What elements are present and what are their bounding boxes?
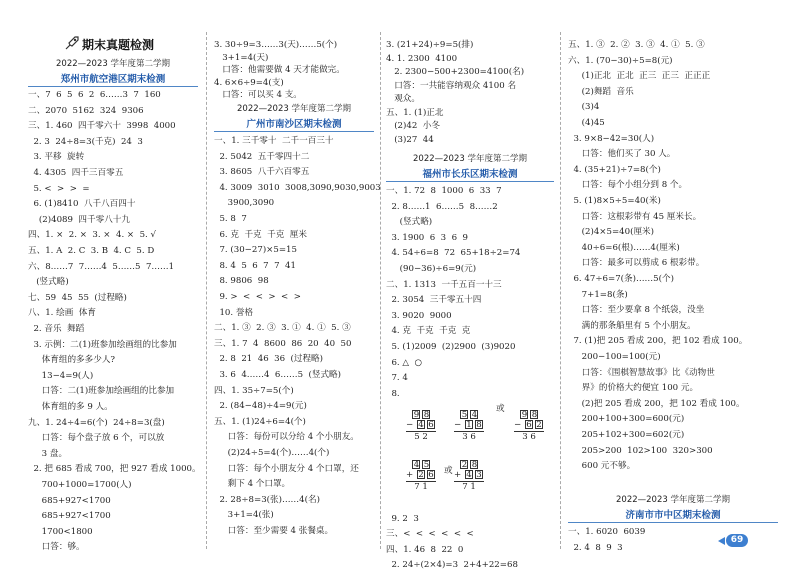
answer-line: 五、1. (1)24÷6=4(个) xyxy=(214,416,306,427)
answer-line: 3. 9×8−42=30(人) xyxy=(568,133,655,144)
answer-line: 口答：这根彩带有 45 厘米长。 xyxy=(568,211,702,222)
answer-line: (2)24÷5=4(个)……4(个) xyxy=(214,448,330,458)
answer-line: 3. 平移 旋转 xyxy=(28,152,85,163)
section-year: 2022—2023 学年度第二学期 xyxy=(616,495,730,505)
section-year: 2022—2023 学年度第二学期 xyxy=(56,59,170,69)
answer-column-1 xyxy=(28,40,201,553)
answer-line: (2)4×5=40(厘米) xyxy=(568,227,654,238)
digit-box: 8 xyxy=(471,460,478,470)
answer-line: 2. 24÷(2×4)=3 2+4+22=68 xyxy=(386,560,518,570)
answer-line: 7+1=8(条) xyxy=(568,289,628,300)
digit-box: 4 xyxy=(418,420,424,430)
answer-line: 9. > < < > < > xyxy=(214,292,301,302)
digit-box: 5 xyxy=(423,460,430,470)
answer-line: 2. 2300−500+2300=4100(名) xyxy=(386,67,525,77)
answer-line: 600 元不够。 xyxy=(568,461,636,472)
answer-line: 685+927<1700 xyxy=(28,495,111,506)
answer-line: 700+1000=1700(人) xyxy=(28,480,132,490)
answer-line: 4. 4305 四千三百零五 xyxy=(28,168,124,178)
page-arrow-icon xyxy=(718,537,725,545)
answer-line: 体育组的多多少人? xyxy=(28,355,116,366)
answer-line: 口答：可以买 4 支。 xyxy=(214,90,302,100)
answer-line: 六、1. (70−30)÷5=8(元) xyxy=(568,55,673,66)
digit-box: 3 xyxy=(476,470,482,480)
answer-line: 3. 8605 八千六百零五 xyxy=(214,167,310,178)
answer-line: 3+1=4(天) xyxy=(214,52,269,63)
answer-line: (2)42 小冬 xyxy=(386,121,440,131)
answer-line: 八、1. 绘画 体育 xyxy=(28,308,96,319)
answer-line: (2)舞蹈 音乐 xyxy=(568,86,634,97)
answer-line: 观众。 xyxy=(386,94,420,104)
answer-line: 4. 6×6÷9=4(支) xyxy=(214,77,284,88)
answer-line: 5. < > > = xyxy=(28,183,90,194)
answer-line: 2. 5042 五千零四十二 xyxy=(214,151,310,162)
answer-line: 剩下 4 个口罩。 xyxy=(214,479,291,490)
answer-line: 2. 3054 三千零五十四 xyxy=(386,295,482,306)
answer-line: 3. (21+24)÷9=5(排) xyxy=(386,40,474,50)
digit-box: 4 xyxy=(471,410,478,420)
answer-line: 二、2070 5162 324 9306 xyxy=(28,105,144,116)
answer-line: 205+102+300=602(元) xyxy=(568,430,685,440)
answer-line: 2. 8 21 46 36 (过程略) xyxy=(214,354,324,365)
section-title: 济南市市中区期末检测 xyxy=(568,507,778,523)
answer-line: 四、1. × 2. × 3. × 4. × 5. √ xyxy=(28,230,156,241)
answer-line: (竖式略) xyxy=(386,217,433,228)
answer-line: 6. △ ○ xyxy=(386,357,422,368)
digit-box: 9 xyxy=(521,410,528,420)
answer-line: 3. 示例：二(1)班参加绘画组的比参加 xyxy=(28,339,177,350)
page-number-badge xyxy=(718,533,748,548)
digit-box: 4 xyxy=(413,460,420,470)
answer-line: 三、< < < < < < xyxy=(386,529,474,540)
answer-line: 4. 克 千克 千克 克 xyxy=(386,326,471,337)
answer-line: 4. 3009 3010 3008,3090,9030,9003 xyxy=(214,182,381,193)
digit-box: 6 xyxy=(428,420,434,430)
answer-line: 口答：二(1)班参加绘画组的比参加 xyxy=(28,386,175,397)
section-title: 福州市长乐区期末检测 xyxy=(386,166,554,182)
answer-line: 2. 把 685 看成 700，把 927 看成 1000。 xyxy=(28,464,201,475)
digit-box: 4 xyxy=(466,470,472,480)
answer-line: 3900,3090 xyxy=(214,198,275,209)
answer-line: 一、7 6 5 6 2 6……3 7 160 xyxy=(28,90,161,100)
answer-line: 口答：《围棋智慧故事》比《动物世 xyxy=(568,367,715,378)
answer-line: (3)27 44 xyxy=(386,134,434,145)
result-digits: 5 2 xyxy=(406,432,428,442)
answer-line: 口答：每个小组分到 8 个。 xyxy=(568,180,688,191)
answer-line: 4. (35+21)÷7=8(个) xyxy=(568,164,661,175)
answer-line: 口答：够。 xyxy=(28,542,85,553)
answer-line: 口答：每个盘子放 6 个，可以放 xyxy=(28,433,165,444)
section-year: 2022—2023 学年度第二学期 xyxy=(413,154,527,164)
answer-line: 口答：至少需要 4 张餐桌。 xyxy=(214,526,334,536)
answer-line: 8. xyxy=(386,388,400,399)
answer-line: 口答：至少要拿 8 个纸袋，没坐 xyxy=(568,305,705,316)
answer-line: 2. 音乐 舞蹈 xyxy=(28,324,85,334)
answer-line: 9. 2 3 xyxy=(386,513,419,524)
answer-line: 7. (30−27)×5=15 xyxy=(214,245,297,256)
answer-line: 九、1. 24÷4=6(个) 24÷8=3(盘) xyxy=(28,417,165,428)
answer-line: 口答：他需要做 4 天才能做完。 xyxy=(214,65,345,75)
answer-line: 7. 4 xyxy=(386,373,408,384)
digit-box: 8 xyxy=(423,410,430,420)
answer-line: (2)4089 四千零八十九 xyxy=(28,214,130,225)
answer-line: 3 盘。 xyxy=(28,448,68,459)
answer-line: 三、1. 460 四千零六十 3998 4000 xyxy=(28,121,176,132)
answer-line: 界》的价格大约便宜 100 元。 xyxy=(568,383,699,394)
digit-box: 6 xyxy=(526,420,532,430)
answer-line: 2. 4 8 9 3 xyxy=(568,542,623,553)
answer-line: 4. 54÷6=8 72 65+18÷2=74 xyxy=(386,248,521,259)
answer-line: 6. 克 千克 千克 厘米 xyxy=(214,229,307,240)
answer-column-4 xyxy=(568,40,778,551)
result-digits: 3 6 xyxy=(454,432,476,442)
answer-line: 口答：最多可以剪成 6 根彩带。 xyxy=(568,258,705,269)
connector-label: 或 xyxy=(444,466,453,476)
digit-box: 1 xyxy=(466,420,472,430)
digit-box: 2 xyxy=(536,420,542,430)
answer-line: 2. 8……1 6……5 8……2 xyxy=(386,201,498,212)
answer-line: 三、1. 7 4 8600 86 20 40 50 xyxy=(214,338,352,349)
answer-column-2 xyxy=(214,40,381,551)
answer-line: 5. (1)2009 (2)2900 (3)9020 xyxy=(386,342,516,352)
digit-box: 8 xyxy=(531,410,538,420)
answer-line: 满的那条船里有 5 个小朋友。 xyxy=(568,320,696,331)
digit-box: 8 xyxy=(476,420,482,430)
answer-line: 1700<1800 xyxy=(28,526,93,537)
answer-line: 200−100=100(元) xyxy=(568,352,661,362)
vertical-calc: 2 8 + 4 3 7 1 xyxy=(454,460,484,492)
answer-line: 8. 4 5 6 7 7 41 xyxy=(214,260,296,271)
answer-line: 2. 28÷8=3(张)……4(名) xyxy=(214,494,320,505)
answer-line: 10. 誉格 xyxy=(214,307,254,318)
column-divider xyxy=(380,32,381,549)
answer-line: 口答：一共能容纳观众 4100 名 xyxy=(386,80,517,91)
page-number: 69 xyxy=(730,535,744,545)
answer-line: 四、1. 35÷7=5(个) xyxy=(214,385,294,396)
digit-box: 2 xyxy=(418,470,424,480)
connector-label: 或 xyxy=(496,404,505,414)
answer-column-3 xyxy=(386,40,554,570)
digit-box: 9 xyxy=(413,410,420,420)
answer-line: 685+927<1700 xyxy=(28,511,111,522)
answer-line: 40÷6=6(根)……4(厘米) xyxy=(568,242,680,253)
answer-line: 五、1. (1)正北 xyxy=(386,107,444,118)
result-digits: 3 6 xyxy=(514,432,536,442)
section-year: 2022—2023 学年度第二学期 xyxy=(237,104,351,114)
vertical-calc: 5 4 − 1 8 3 6 xyxy=(454,410,484,442)
answer-line: (90−36)÷6=9(元) xyxy=(386,264,477,274)
answer-line: 五、1. A 2. C 3. B 4. C 5. D xyxy=(28,246,155,256)
answer-line: 2. 3 24÷8=3(千克) 24 3 xyxy=(28,136,143,147)
answer-line: 4. 1. 2300 4100 xyxy=(386,53,458,64)
vertical-calc: 9 8 − 6 2 3 6 xyxy=(514,410,544,442)
answer-line: 口答：他们买了 30 人。 xyxy=(568,149,676,160)
section-title: 广州市南沙区期末检测 xyxy=(214,116,374,132)
answer-line: 口答：每份可以分给 4 个小朋友。 xyxy=(214,432,359,443)
banner-title: 期末真题检测 xyxy=(82,38,155,52)
answer-line: (4)45 xyxy=(568,118,605,128)
answer-line: 5. 8 7 xyxy=(214,214,247,224)
answer-line: 一、1. 三千零十 二千一百三十 xyxy=(214,136,334,146)
answer-line: 3. 1900 6 3 6 9 xyxy=(386,232,468,243)
answer-line: 8. 9806 98 xyxy=(214,276,269,287)
answer-line: 205>200 102>100 320>300 xyxy=(568,445,713,456)
column-divider xyxy=(560,32,561,549)
answer-line: 3+1=4(张) xyxy=(214,510,274,521)
answer-line: 2. (84−48)÷4=9(元) xyxy=(214,401,307,412)
answer-line: (3)4 xyxy=(568,102,600,113)
column-divider xyxy=(206,32,207,549)
digit-box: 5 xyxy=(461,410,468,420)
result-digits: 7 1 xyxy=(406,482,428,492)
answer-line: 3. 9020 9000 xyxy=(386,310,452,321)
answer-line: 5. (1)8×5÷5=40(米) xyxy=(568,196,661,206)
answer-line: 二、1. 1313 一千五百一十三 xyxy=(386,279,502,290)
vertical-calc: 9 8 − 4 6 5 2 xyxy=(406,410,436,442)
answer-line: 四、1. 46 8 22 0 xyxy=(386,544,464,555)
answer-line: 六、8……7 7……4 5……5 7……1 xyxy=(28,261,175,272)
digit-box: 2 xyxy=(461,460,468,470)
answer-line: 7. (1)把 205 看成 200，把 102 看成 100。 xyxy=(568,336,748,347)
answer-line: 一、1. 6020 6039 xyxy=(568,527,646,537)
answer-line: 体育组的多 9 人。 xyxy=(28,402,113,412)
answer-line: 13−4=9(人) xyxy=(28,370,94,381)
answer-line: (2)把 205 看成 200，把 102 看成 100。 xyxy=(568,398,745,409)
answer-line: (竖式略) xyxy=(28,277,69,288)
answer-line: 一、1. 72 8 1000 6 33 7 xyxy=(386,186,502,196)
answer-line: 3. 30÷9=3……3(天)……5(个) xyxy=(214,40,338,50)
answer-line: (1)正北 正北 正三 正三 正正正 xyxy=(568,71,711,82)
answer-line: 七、59 45 55 (过程略) xyxy=(28,292,127,303)
section-title: 郑州市航空港区期末检测 xyxy=(28,71,198,87)
answer-line: 五、1. ③ 2. ② 3. ③ 4. ① 5. ③ xyxy=(568,40,705,50)
digit-box: 6 xyxy=(428,470,434,480)
answer-line: 200+100+300=600(元) xyxy=(568,414,685,425)
answer-line: 3. 6 4……4 6……5 (竖式略) xyxy=(214,370,341,380)
answer-line: 6. 47÷6=7(条)……5(个) xyxy=(568,274,674,284)
result-digits: 7 1 xyxy=(454,482,476,492)
answer-line: 二、1. ③ 2. ③ 3. ① 4. ① 5. ③ xyxy=(214,323,351,334)
answer-line: 6. (1)8410 八千八百四十 xyxy=(28,199,136,210)
vertical-calc: 4 5 + 2 6 7 1 xyxy=(406,460,436,492)
answer-line: 口答：每个小朋友分 4 个口罩，还 xyxy=(214,463,359,474)
